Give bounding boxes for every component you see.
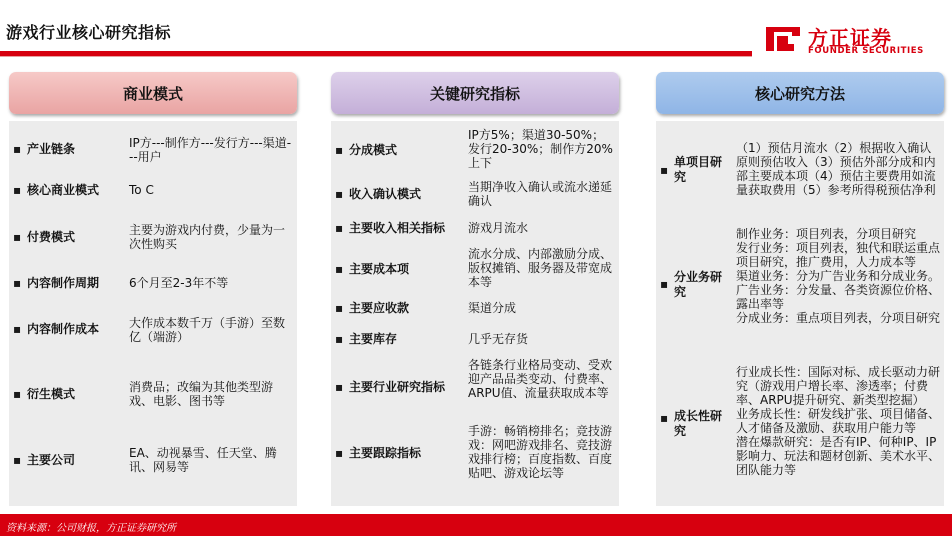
bullet-icon: ▪ [335,332,344,346]
bullet-icon: ▪ [13,183,22,197]
row-value: 行业成长性：国际对标、成长驱动力研究（游戏用户增长率、渗透率；付费率、ARPU提升研究、新类型挖掘） 业务成长性：研发线扩张、项目储备、人才储备及激励、获取用户能力等 潜在爆款研究：是否有IP、何种IP、IP影响力、玩法和题材创新、美术水平、团队能力等 [736,365,941,477]
bullet-icon: ▪ [13,276,22,290]
row-label: 单项目研究 [674,155,723,184]
row-label: 主要应收款 [349,301,410,315]
bullet-icon: ▪ [13,322,22,336]
row-label: 分成模式 [349,143,398,157]
bullet-icon: ▪ [335,143,344,157]
title-underline-shadow [0,56,752,57]
row-value: 渠道分成 [468,301,517,315]
row-value: （1）预估月流水（2）根据收入确认原则预估收入（3）预估外部分成和内部主要成本项（4）预估主要费用如流量获取费用（5）参考所得税预估净利 [736,141,936,197]
row-value: 6个月至2-3年不等 [129,276,229,290]
row-value: EA、动视暴雪、任天堂、腾讯、网易等 [129,446,277,474]
row-label: 成长性研究 [674,409,723,438]
logo-text-cn: 方正证券 [808,26,892,50]
row-label: 内容制作周期 [27,276,100,290]
row-label: 主要行业研究指标 [349,380,446,394]
bullet-icon: ▪ [335,446,344,460]
row-value: IP方---制作方---发行方---渠道---用户 [129,136,292,164]
row-value: IP方5%；渠道30-50%；发行20-30%；制作方20%上下 [468,128,613,170]
row-label: 主要成本项 [349,262,410,276]
row-label: 分业务研究 [674,270,723,299]
row-value: To C [129,183,154,197]
source-note: 资料来源：公司财报，方正证券研究所 [6,523,176,534]
bullet-icon: ▪ [13,453,22,467]
header-key-indicators: 关键研究指标 [331,72,619,114]
row-value: 游戏月流水 [468,221,529,235]
row-value: 手游：畅销榜排名；竞技游戏：网吧游戏排名、竞技游戏排行榜；百度指数、百度贴吧、游戏论坛等 [468,424,613,480]
bullet-icon: ▪ [13,387,22,401]
panel-business-model [9,121,297,506]
page-title: 游戏行业核心研究指标 [6,23,172,42]
row-label: 主要公司 [27,453,76,467]
row-label: 主要跟踪指标 [349,446,422,460]
company-logo [764,22,934,58]
row-value: 大作成本数千万（手游）至数亿（端游） [129,316,286,344]
bullet-icon: ▪ [660,163,669,177]
bullet-icon: ▪ [335,301,344,315]
row-value: 消费品；改编为其他类型游戏、电影、图书等 [129,380,274,408]
bullet-icon: ▪ [13,142,22,156]
row-label: 核心商业模式 [27,183,100,197]
row-label: 衍生模式 [27,387,76,401]
panel-research-methods [656,121,944,506]
row-label: 收入确认模式 [349,187,422,201]
row-value: 流水分成、内部激励分成、版权摊销、服务器及带宽成本等 [468,247,613,289]
row-label: 付费模式 [27,230,76,244]
row-value: 各链条行业格局变动、受欢迎产品品类变动、付费率、ARPU值、流量获取成本等 [468,358,613,400]
bullet-icon: ▪ [335,380,344,394]
logo-text-en: FOUNDER SECURITIES [808,46,924,56]
row-label: 产业链条 [27,142,76,156]
row-value: 几乎无存货 [468,332,529,346]
bullet-icon: ▪ [660,411,669,425]
bullet-icon: ▪ [335,262,344,276]
logo-mark-icon [764,24,802,54]
row-label: 主要库存 [349,332,398,346]
bullet-icon: ▪ [335,187,344,201]
row-value: 当期净收入确认或流水递延确认 [468,180,613,208]
row-label: 主要收入相关指标 [349,221,446,235]
row-value: 制作业务：项目列表，分项目研究 发行业务：项目列表，独代和联运重点项目研究，推广费用，人力成本等 渠道业务：分为广告业务和分成业务。 广告业务：分发量、各类资源位价格、露出率等 分成业务：重点项目列表，分项目研究 [736,227,941,325]
row-value: 主要为游戏内付费，少量为一次性购买 [129,223,286,251]
bullet-icon: ▪ [13,230,22,244]
row-label: 内容制作成本 [27,322,100,336]
header-research-methods: 核心研究方法 [656,72,944,114]
header-business-model: 商业模式 [9,72,297,114]
bullet-icon: ▪ [660,277,669,291]
panel-key-indicators [331,121,619,506]
bullet-icon: ▪ [335,221,344,235]
